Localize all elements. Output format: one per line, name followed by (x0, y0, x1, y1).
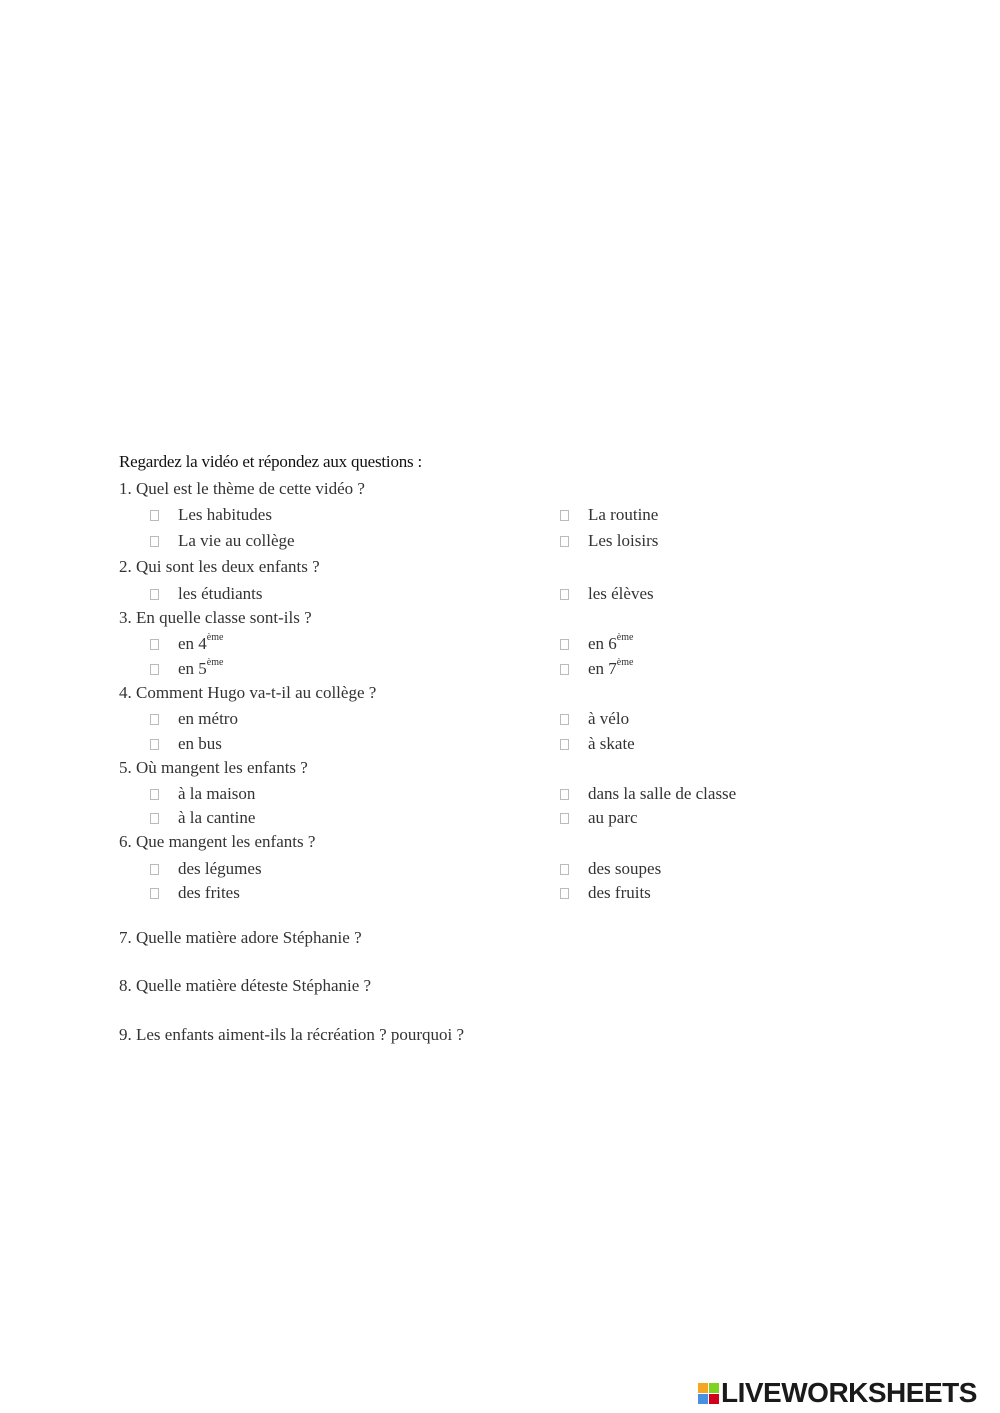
option-label: à la cantine (178, 808, 256, 827)
option-label: des fruits (588, 883, 651, 902)
option-label (178, 634, 223, 654)
logo-grid-icon (698, 1383, 719, 1404)
checkbox-icon[interactable] (150, 664, 159, 675)
option-label: à skate (588, 734, 635, 753)
option-label (588, 634, 633, 654)
checkbox-icon[interactable] (150, 510, 159, 521)
option-checkbox-item[interactable] (560, 808, 638, 828)
option-label: La vie au collège (178, 531, 295, 550)
option-label-base: en 4 (178, 634, 207, 653)
logo-square (698, 1394, 708, 1404)
option-label (178, 659, 223, 679)
option-checkbox-item[interactable] (150, 634, 223, 654)
option-checkbox-item[interactable] (150, 531, 295, 551)
option-checkbox-item[interactable] (560, 584, 654, 604)
checkbox-icon[interactable] (560, 864, 569, 875)
checkbox-icon[interactable] (560, 714, 569, 725)
option-checkbox-item[interactable] (150, 584, 263, 604)
checkbox-icon[interactable] (560, 639, 569, 650)
option-label: à la maison (178, 784, 256, 803)
checkbox-icon[interactable] (150, 536, 159, 547)
option-label: les étudiants (178, 584, 263, 603)
option-label: les élèves (588, 584, 654, 603)
option-label: des soupes (588, 859, 662, 878)
option-label: Les loisirs (588, 531, 659, 550)
question-5: 5. Où mangent les enfants ? (119, 758, 308, 777)
option-checkbox-item[interactable] (150, 808, 255, 828)
option-label: à vélo (588, 709, 630, 728)
option-label-sup: ème (616, 657, 634, 669)
option-checkbox-item[interactable] (150, 784, 255, 804)
option-checkbox-item[interactable] (150, 659, 223, 679)
checkbox-icon[interactable] (560, 510, 569, 521)
option-checkbox-item[interactable] (560, 531, 658, 551)
question-3: 3. En quelle classe sont-ils ? (119, 608, 312, 627)
question-6: 6. Que mangent les enfants ? (119, 832, 316, 851)
option-label-sup: ème (206, 657, 224, 669)
option-checkbox-item[interactable] (560, 734, 635, 754)
option-checkbox-item[interactable] (560, 709, 629, 729)
option-checkbox-item[interactable] (560, 883, 651, 903)
checkbox-icon[interactable] (150, 813, 159, 824)
option-label: Les habitudes (178, 505, 272, 524)
option-label: La routine (588, 505, 659, 524)
checkbox-icon[interactable] (560, 813, 569, 824)
option-checkbox-item[interactable] (150, 883, 240, 903)
logo-square (698, 1383, 708, 1393)
checkbox-icon[interactable] (560, 664, 569, 675)
checkbox-icon[interactable] (150, 789, 159, 800)
checkbox-icon[interactable] (150, 888, 159, 899)
option-label-sup: ème (616, 632, 634, 644)
question-2: 2. Qui sont les deux enfants ? (119, 557, 320, 576)
option-checkbox-item[interactable] (560, 505, 658, 525)
option-label: dans la salle de classe (588, 784, 737, 803)
logo-text: LIVEWORKSHEETS (721, 1377, 977, 1408)
checkbox-icon[interactable] (560, 888, 569, 899)
option-label-base: en 6 (588, 634, 617, 653)
question-1: 1. Quel est le thème de cette vidéo ? (119, 479, 365, 498)
checkbox-icon[interactable] (150, 739, 159, 750)
option-label-base: en 5 (178, 659, 207, 678)
question-4: 4. Comment Hugo va-t-il au collège ? (119, 683, 377, 702)
option-checkbox-item[interactable] (560, 784, 736, 804)
option-checkbox-item[interactable] (150, 709, 238, 729)
option-label-base: en 7 (588, 659, 617, 678)
option-label: au parc (588, 808, 638, 827)
option-label: en bus (178, 734, 222, 753)
liveworksheets-logo (698, 1378, 977, 1408)
checkbox-icon[interactable] (560, 789, 569, 800)
checkbox-icon[interactable] (560, 589, 569, 600)
option-checkbox-item[interactable] (150, 859, 262, 879)
logo-square (709, 1394, 719, 1404)
option-label: des frites (178, 883, 240, 902)
logo-square (709, 1383, 719, 1393)
question-7: 7. Quelle matière adore Stéphanie ? (119, 928, 362, 947)
checkbox-icon[interactable] (150, 639, 159, 650)
option-label: en métro (178, 709, 238, 728)
option-checkbox-item[interactable] (560, 859, 661, 879)
checkbox-icon[interactable] (560, 739, 569, 750)
checkbox-icon[interactable] (560, 536, 569, 547)
question-8: 8. Quelle matière déteste Stéphanie ? (119, 976, 372, 995)
instruction-heading: Regardez la vidéo et répondez aux questions : (119, 452, 423, 471)
option-checkbox-item[interactable] (560, 659, 633, 679)
option-label-sup: ème (206, 632, 224, 644)
question-9: 9. Les enfants aiment-ils la récréation ? pourquoi ? (119, 1025, 465, 1044)
option-label (588, 659, 633, 679)
option-checkbox-item[interactable] (560, 634, 633, 654)
option-checkbox-item[interactable] (150, 734, 222, 754)
option-checkbox-item[interactable] (150, 505, 272, 525)
option-label: des légumes (178, 859, 262, 878)
checkbox-icon[interactable] (150, 589, 159, 600)
checkbox-icon[interactable] (150, 714, 159, 725)
checkbox-icon[interactable] (150, 864, 159, 875)
